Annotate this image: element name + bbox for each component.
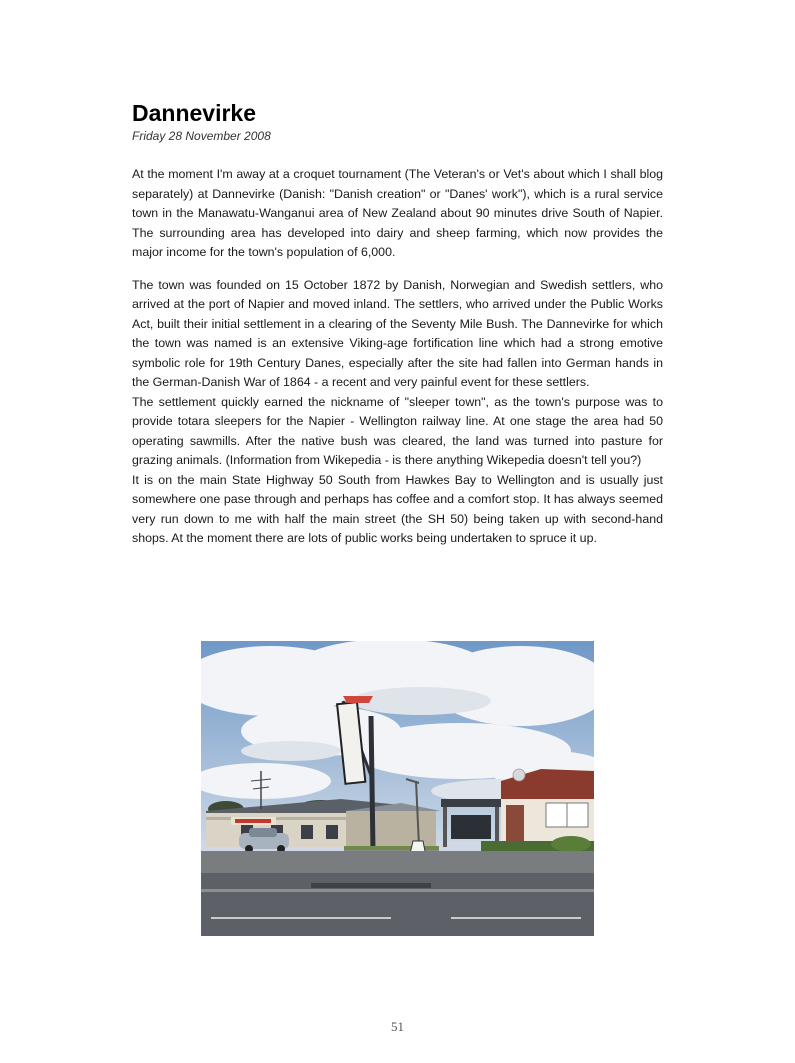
- paragraph-2: The town was founded on 15 October 1872 by Danish, Norwegian and Swedish settlers, who arrived at the port of Napier and moved inland. The settlers, who arrived under the Public Works Act, built their initial settlement in a clearing of the Seventy Mile Bush. The Dannevirke for which the town was named is an extensive Viking-age fortification line which had a strong emotive symbolic role for 19th Century Danes, especially after the site had fallen into German hands in the German-Danish War of 1864 - a recent and very painful event for these settlers.: [132, 277, 663, 389]
- paragraph-1: At the moment I'm away at a croquet tournament (The Veteran's or Vet's about which I shall blog separately) at Dannevirke (Danish: "Danish creation" or "Danes' work"), which is a rural service town in the Manawatu-Wanganui area of New Zealand about 90 minutes drive South of Napier. The surrounding area has developed into dairy and sheep farming, which now provides the major income for the town's population of 6,000.: [132, 167, 663, 259]
- article-date: Friday 28 November 2008: [132, 129, 271, 143]
- page-number: 51: [391, 1019, 404, 1034]
- article-body: [132, 165, 663, 549]
- motel-street-photo: [201, 641, 594, 936]
- paragraph-3: The settlement quickly earned the nickname of "sleeper town", as the town's purpose was to provide totara sleepers for the Napier - Wellington railway line. At one stage the area had 50 operating sawmills. After the native bush was cleared, the land was turned into pasture for grazing animals. (Information from Wikepedia - is there anything Wikepedia doesn't tell you?): [132, 394, 663, 467]
- paragraph-4: It is on the main State Highway 50 South from Hawkes Bay to Wellington and is usually just somewhere one pase through and perhaps has coffee and a comfort stop. It has always seemed very run down to me with half the main street (the SH 50) being taken up with second-hand shops. At the moment there are lots of public works being undertaken to spruce it up.: [132, 472, 663, 545]
- article-title: Dannevirke: [132, 100, 257, 126]
